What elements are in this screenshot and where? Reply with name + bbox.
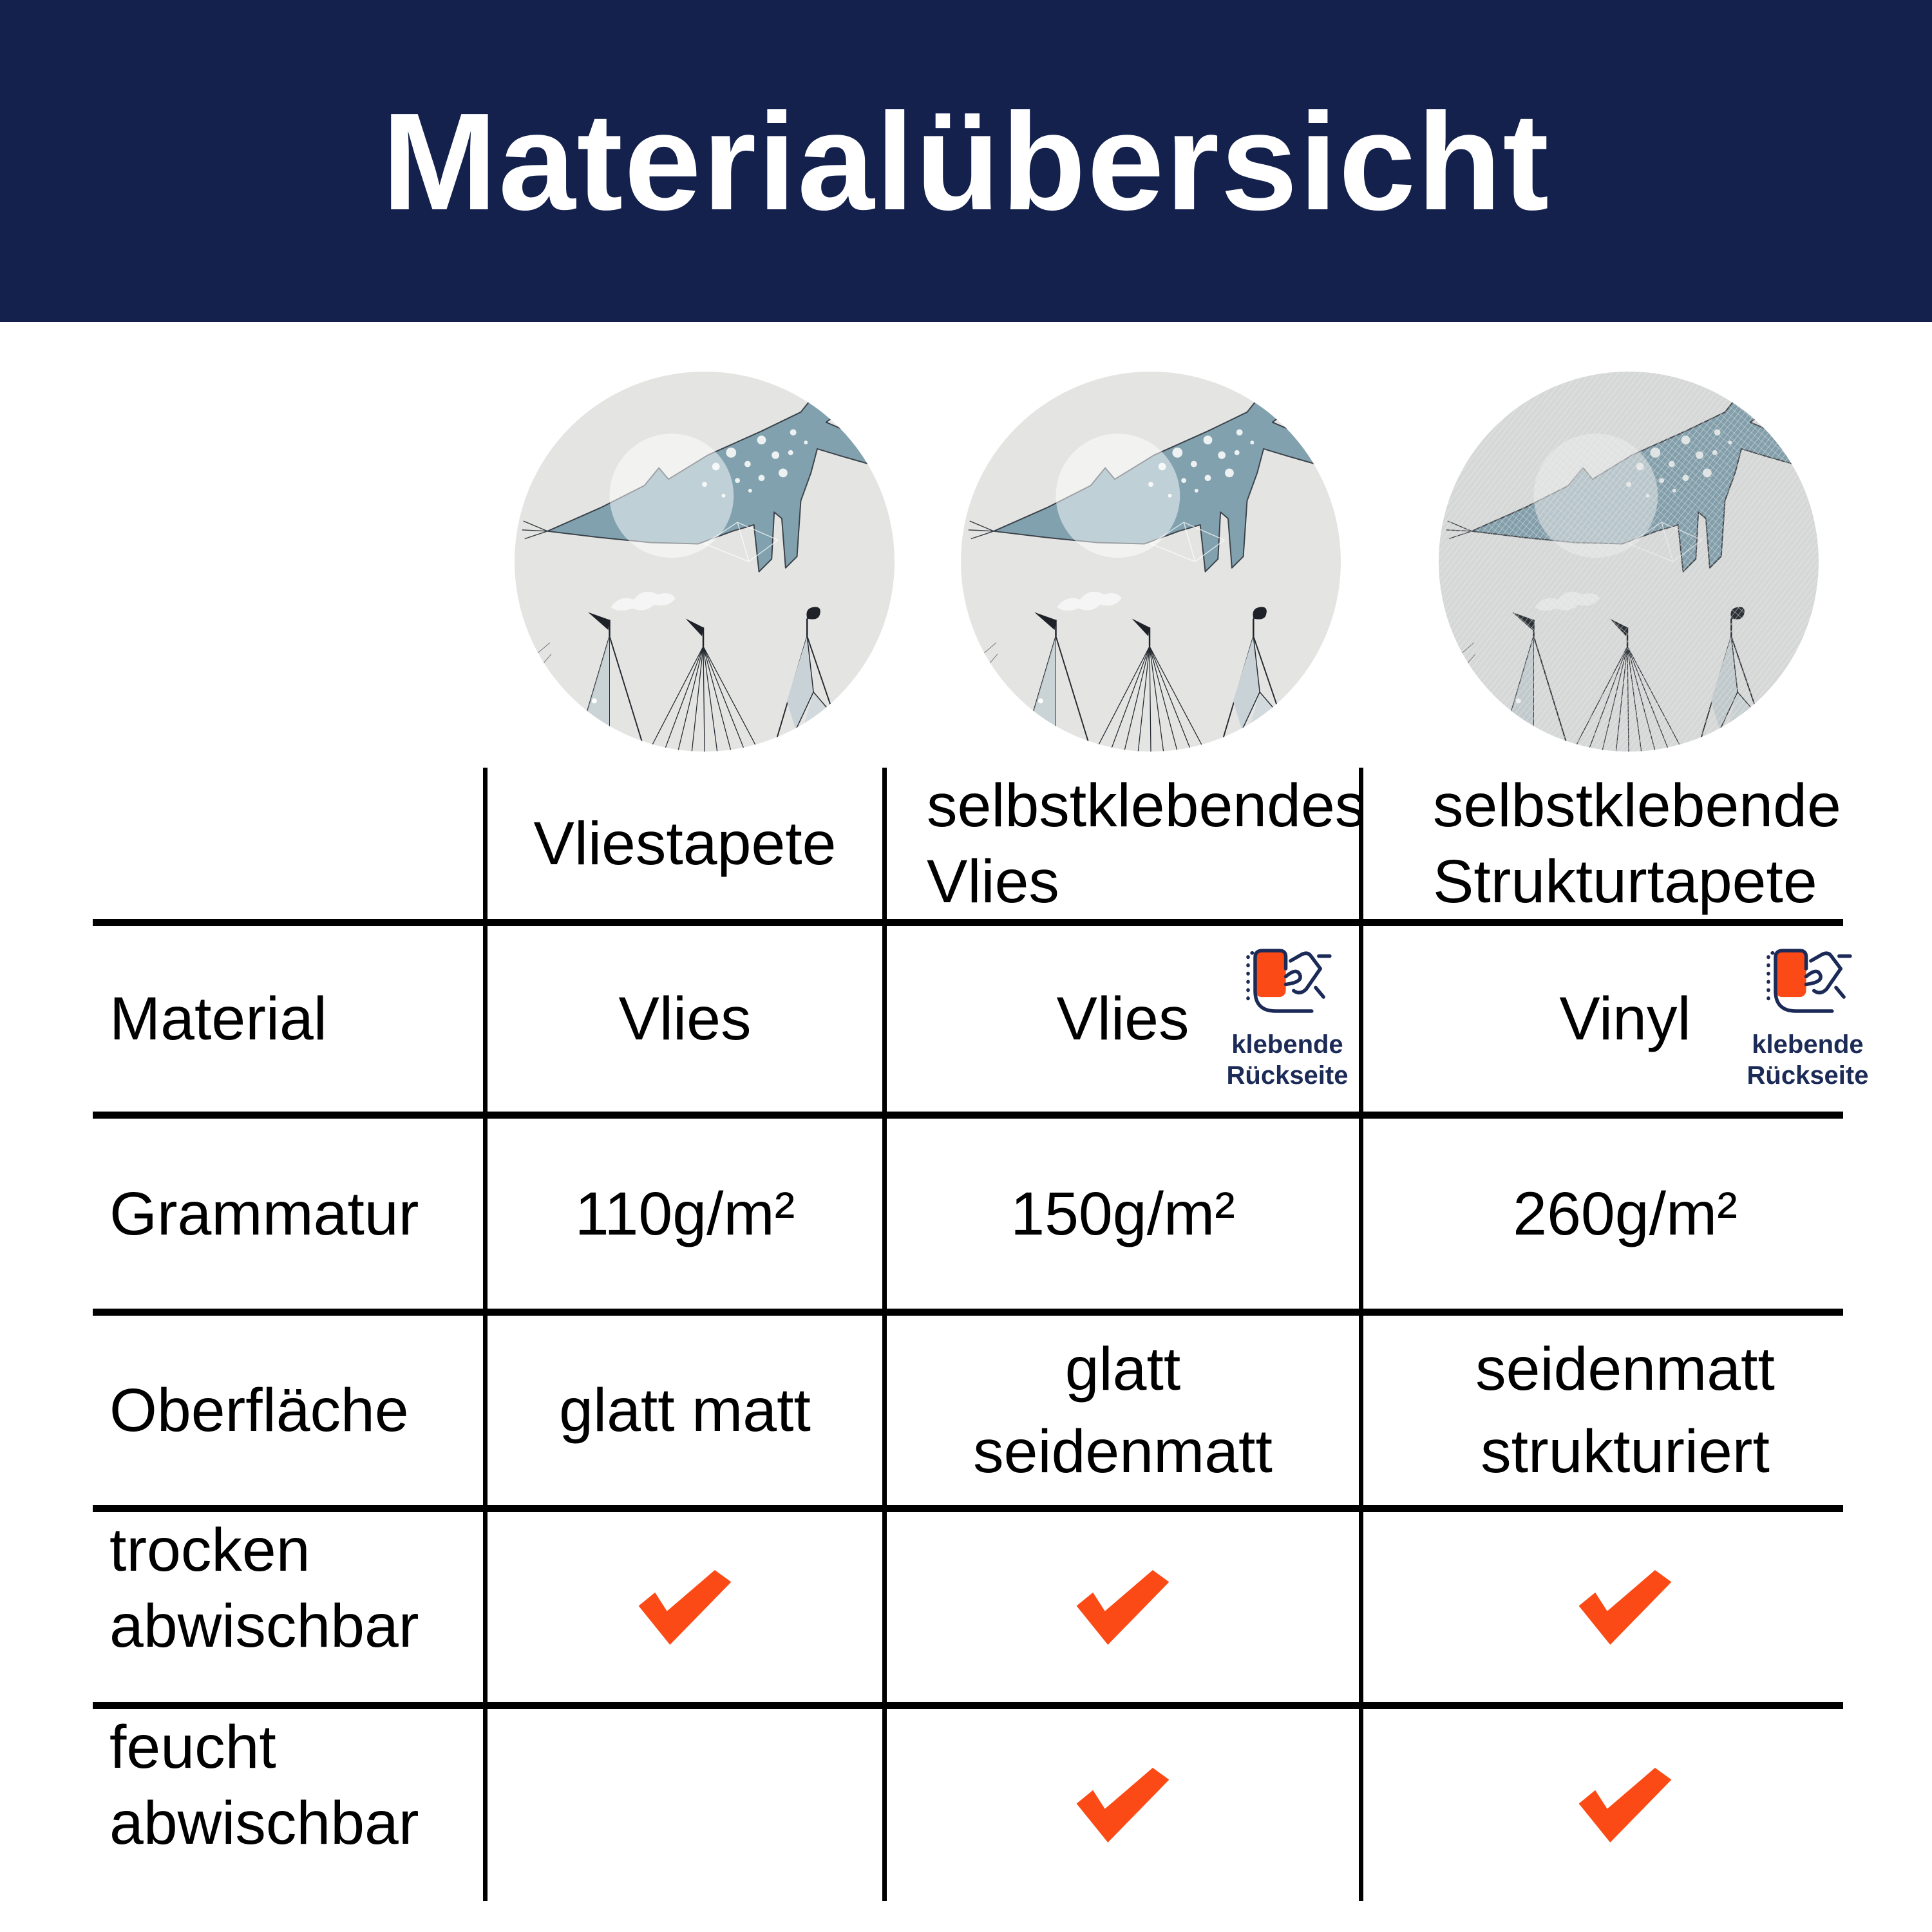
- row-label-feucht-abwischbar: feucht abwischbar: [109, 1713, 419, 1857]
- cell-oberflaeche-strukturtapete: seidenmatt strukturiert: [1475, 1335, 1775, 1486]
- column-header-strukturtapete: [1363, 768, 1932, 919]
- adhesive-back-badge: [1220, 947, 1355, 1091]
- row-label-trocken-abwischbar: trocken abwischbar: [109, 1516, 419, 1660]
- row-label-oberflaeche: Oberfläche: [109, 1376, 409, 1444]
- column-header-label: selbstklebendes Vlies: [927, 771, 1366, 916]
- cell-material-selbstklebendes-vlies: Vlies klebende Rückseite: [887, 926, 1359, 1112]
- table-horizontal-line-4: [93, 1505, 1843, 1512]
- adhesive-back-icon: [1239, 947, 1336, 1025]
- column-header-label: selbstklebende Strukturtapete: [1433, 771, 1841, 916]
- column-header-label: Vliestapete: [533, 809, 837, 878]
- table-horizontal-line-1: [93, 919, 1843, 926]
- check-icon: [638, 1570, 732, 1645]
- cell-trocken-strukturtapete: [1363, 1512, 1887, 1702]
- cell-oberflaeche-selbstklebendes-vlies: glatt seidenmatt: [973, 1335, 1273, 1486]
- column-header-vliestapete: [488, 768, 882, 919]
- table-horizontal-line-2: [93, 1112, 1843, 1119]
- check-icon: [1578, 1570, 1672, 1645]
- cell-feucht-selbstklebendes-vlies: [887, 1709, 1359, 1901]
- cell-trocken-selbstklebendes-vlies: [887, 1512, 1359, 1702]
- cell-feucht-strukturtapete: [1363, 1709, 1887, 1901]
- cell-grammatur-vliestapete: 110g/m²: [574, 1179, 795, 1248]
- row-label-grammatur: Grammatur: [109, 1179, 419, 1248]
- cell-trocken-vliestapete: [488, 1512, 882, 1702]
- table-horizontal-line-5: [93, 1702, 1843, 1709]
- table-vertical-line-1: [483, 768, 488, 1901]
- table-vertical-line-3: [1359, 768, 1363, 1901]
- cell-oberflaeche-vliestapete: glatt matt: [559, 1376, 811, 1444]
- check-icon: [1076, 1570, 1170, 1645]
- cell-grammatur-strukturtapete: 260g/m²: [1513, 1179, 1738, 1248]
- header-bar: [0, 0, 1932, 322]
- check-icon: [1076, 1768, 1170, 1842]
- cell-material-strukturtapete: Vinyl klebende Rückseite: [1363, 926, 1887, 1112]
- badge-caption: klebende Rückseite: [1747, 1030, 1869, 1090]
- page-title: Materialübersicht: [381, 83, 1551, 239]
- adhesive-back-icon: [1759, 947, 1856, 1025]
- product-image-selbstklebendes-vlies: [961, 372, 1341, 752]
- cell-feucht-vliestapete: [488, 1709, 882, 1901]
- adhesive-back-badge: [1740, 947, 1875, 1091]
- cell-material-vliestapete: Vlies: [618, 985, 752, 1053]
- column-header-selbstklebendes-vlies: [887, 768, 1399, 919]
- table-vertical-line-2: [882, 768, 887, 1901]
- check-icon: [1578, 1768, 1672, 1842]
- product-image-strukturtapete: [1439, 372, 1819, 752]
- row-label-material: Material: [109, 985, 327, 1053]
- table-horizontal-line-3: [93, 1309, 1843, 1316]
- badge-caption: klebende Rückseite: [1226, 1030, 1349, 1090]
- cell-grammatur-selbstklebendes-vlies: 150g/m²: [1010, 1179, 1235, 1248]
- product-image-vliestapete: [515, 372, 895, 752]
